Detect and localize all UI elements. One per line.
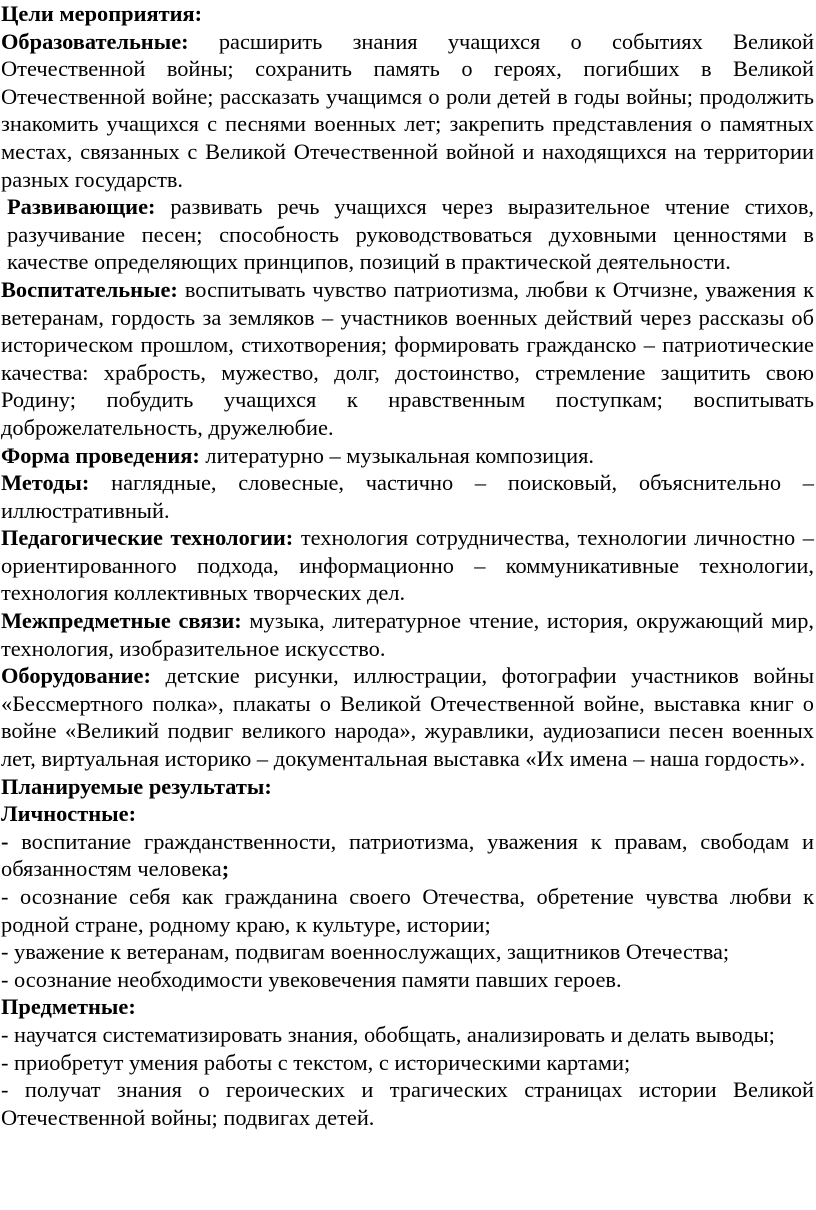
equipment-label: Оборудование: [1, 663, 151, 689]
methods-label: Методы: [1, 470, 90, 496]
personal-result-item: - уважение к ветеранам, подвигам военнослужащих, защитников Отечества; [1, 939, 730, 965]
developmental-goals-label: Развивающие: [7, 194, 156, 220]
methods-text: наглядные, словесные, частично – поисковый, объяснительно – иллюстративный. [1, 470, 814, 523]
interdisciplinary-label: Межпредметные связи: [1, 608, 242, 634]
technologies-text: технология сотрудничества, технологии личностно – ориентированного подхода, информационно – коммуникативные технологии, технология коллективных творческих дел. [1, 525, 814, 606]
form-paragraph [1, 442, 814, 470]
personal-result-item: - осознание себя как гражданина своего Отечества, обретение чувства любви к родной стране, родному краю, к культуре, истории; [1, 884, 814, 937]
personal-result-item: - воспитание гражданственности, патриотизма, уважения к правам, свободам и обязанностям человека; [1, 828, 814, 882]
subject-results-heading: Предметные: [1, 994, 136, 1020]
personal-result-item: - осознание необходимости увековечения памяти павших героев. [1, 966, 622, 992]
educational-goals-paragraph [1, 28, 814, 194]
equipment-text: детские рисунки, иллюстрации, фотографии участников войны «Бессмертного полка», плакаты о Великой Отечественной войне, выставка книг о войне «Великий подвиг великого народа», журавлики, аудиозаписи песен военных лет, виртуальная историко – документальная выставка «Их имена – наша гордость». [1, 663, 814, 772]
interdisciplinary-text: музыка, литературное чтение, история, окружающий мир, технология, изобразительное искусство. [1, 608, 814, 661]
equipment-paragraph [1, 662, 814, 772]
developmental-goals-text: развивать речь учащихся через выразительное чтение стихов, разучивание песен; способность руководствоваться духовными ценностями в качестве определяющих принципов, позиций в практической деятельности. [7, 194, 814, 275]
methods-paragraph [1, 469, 814, 524]
subject-result-item: - научатся систематизировать знания, обобщать, анализировать и делать выводы; [1, 1021, 775, 1047]
upbringing-goals-text: воспитывать чувство патриотизма, любви к Отчизне, уважения к ветеранам, гордость за земляков – участников военных действий через рассказы об историческом прошлом, стихотворения; формировать гражданско – патриотические качества: храбрость, мужество, долг, достоинство, стремление защитить свою Родину; побудить учащихся к нравственным поступкам; воспитывать доброжелательность, дружелюбие. [1, 276, 814, 440]
subject-result-item: - получат знания о героических и трагических страницах истории Великой Отечественной войны; подвигах детей. [1, 1077, 814, 1130]
form-label: Форма проведения: [1, 442, 200, 468]
results-heading: Планируемые результаты: [1, 773, 272, 799]
developmental-goals-paragraph [1, 193, 814, 276]
personal-results-heading: Личностные: [1, 801, 137, 827]
form-text: литературно – музыкальная композиция. [205, 442, 594, 468]
upbringing-goals-paragraph [1, 276, 814, 442]
goals-heading: Цели мероприятия: [1, 1, 203, 26]
upbringing-goals-label: Воспитательные: [1, 276, 178, 302]
technologies-paragraph [1, 524, 814, 607]
educational-goals-text: расширить знания учащихся о событиях Великой Отечественной войны; сохранить память о героях, погибших в Великой Отечественной войне; рассказать учащимся о роли детей в годы войны; продолжить знакомить учащихся с песнями военных лет; закрепить представления о памятных местах, связанных с Великой Отечественной войной и находящихся на территории разных государств. [1, 28, 814, 192]
technologies-label: Педагогические технологии: [1, 525, 294, 551]
interdisciplinary-paragraph [1, 607, 814, 662]
educational-goals-label: Образовательные: [1, 28, 189, 54]
subject-result-item: - приобретут умения работы с текстом, с историческими картами; [1, 1049, 631, 1075]
